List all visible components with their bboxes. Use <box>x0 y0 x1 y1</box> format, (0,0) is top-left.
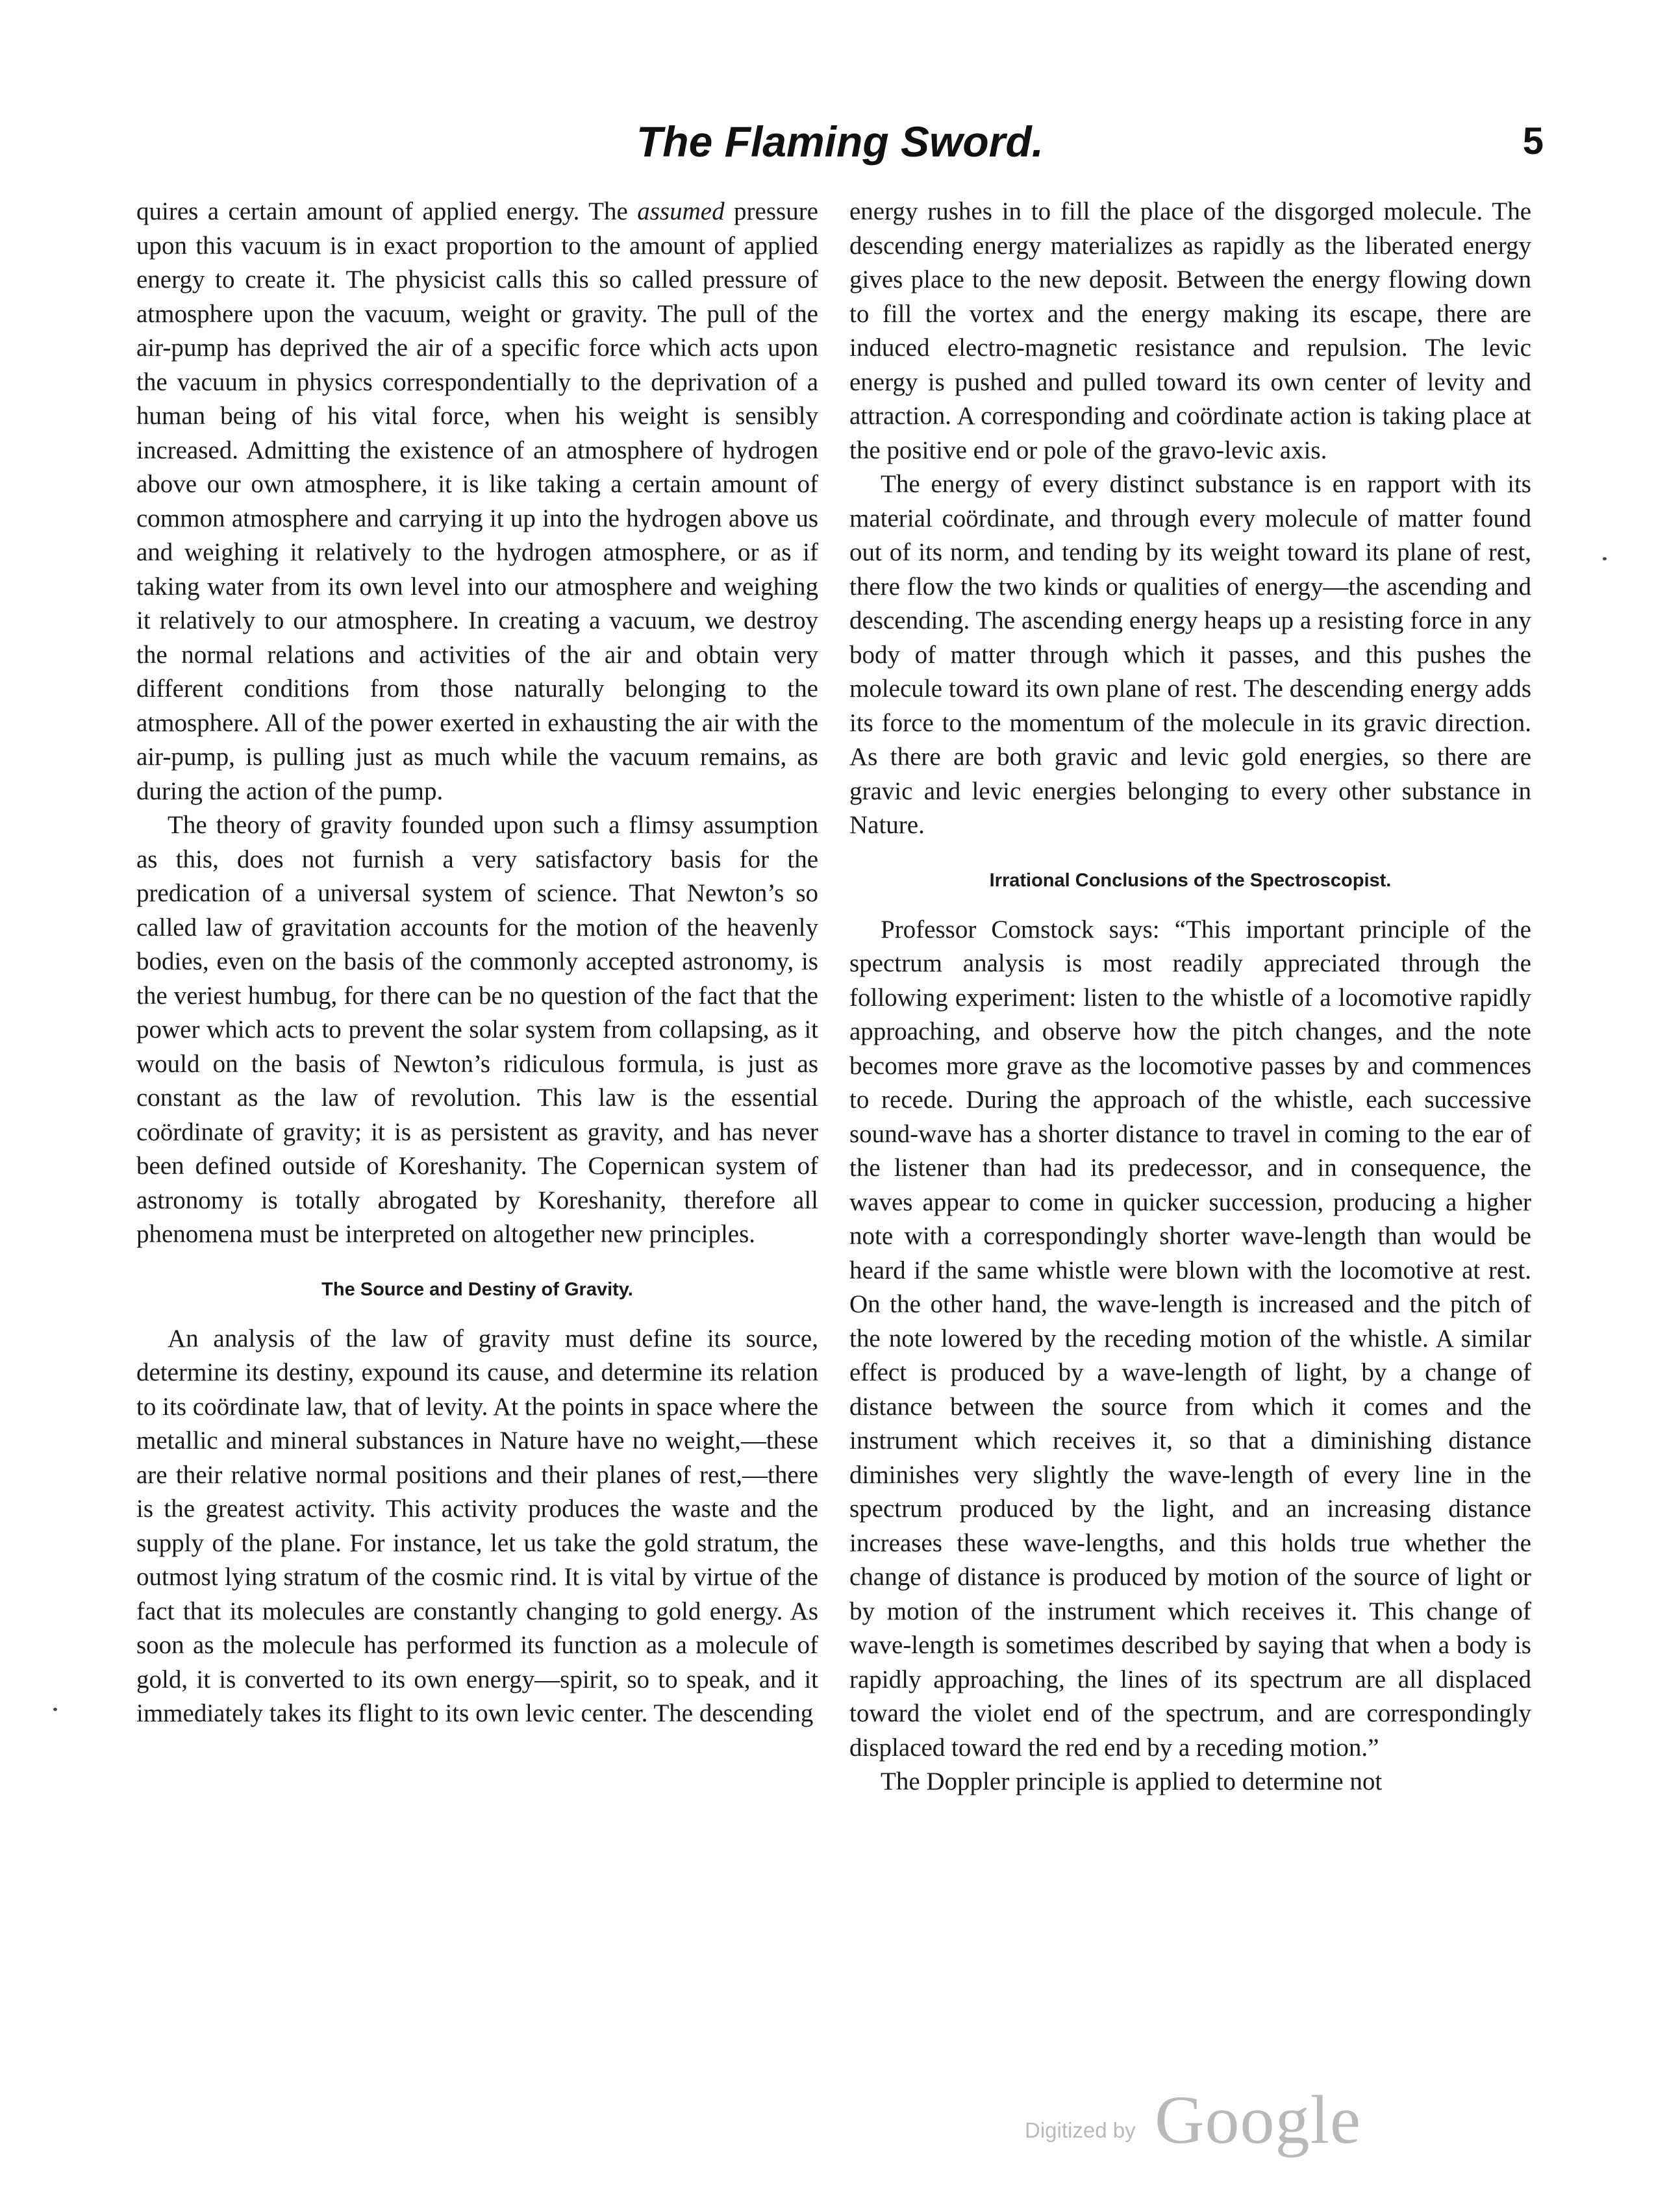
digitized-watermark <box>1025 2082 1375 2158</box>
left-column <box>136 195 818 1731</box>
paragraph: The Doppler principle is applied to determine not <box>881 1767 1383 1795</box>
paragraph: An analysis of the law of gravity must define its source, determine its destiny, expound its cause, and determine its relation to its coördinate law, that of levity. At the points in space where the metallic and mineral substances in Nature have no weight,—these are their relative normal positions and their planes of rest,—there is the greatest activity. This activity produces the waste and the supply of the plane. For instance, let us take the gold stratum, the outmost lying stratum of the cosmic rind. It is vital by virtue of the fact that its molecules are constantly changing to gold energy. As soon as the molecule has performed its function as a molecule of gold, it is converted to its own energy—spirit, so to speak, and it immediately takes its flight to its own levic center. The descending <box>136 1324 818 1727</box>
paragraph: The energy of every distinct substance is en rapport with its material coördinate, and through every molecule of matter found out of its norm, and tending by its weight toward its plane of rest, there flow the two kinds or qualities of energy—the ascending and descending. The ascending energy heaps up a resisting force in any body of matter through which it passes, and this pushes the molecule toward its own plane of rest. The descending energy adds its force to the momentum of the molecule in its gravic direction. As there are both gravic and levic gold energies, so there are gravic and levic energies belonging to every other substance in Nature. <box>849 470 1531 839</box>
paragraph: energy rushes in to fill the place of the disgorged molecule. The descending energy materializes as rapidly as the liberated energy gives place to the new deposit. Between the energy flowing down to fill the vortex and the energy making its escape, there are induced electro-magnetic resistance and repulsion. The levic energy is pushed and pulled toward its own center of levity and attraction. A corresponding and coördinate action is taking place at the positive end or pole of the gravo-levic axis. <box>849 197 1531 464</box>
paragraph-text: quires a certain amount of applied energy. The <box>136 197 638 225</box>
paragraph: Professor Comstock says: “This important principle of the spectrum analysis is most readily appreciated through the following experiment: listen to the whistle of a locomotive rapidly approaching, and observe how the pitch changes, and the note becomes more grave as the locomotive passes by and commences to recede. During the approach of the whistle, each successive sound-wave has a shorter distance to travel in coming to the ear of the listener than had its predecessor, and in consequence, the waves appear to come in quicker succession, producing a higher note with a correspondingly shorter wave-length than would be heard if the same whistle were blown with the locomotive at rest. On the other hand, the wave-length is increased and the pitch of the note lowered by the receding motion of the whistle. A similar effect is produced by a wave-length of light, by a change of distance between the source from which it comes and the instrument which receives it, so that a diminishing distance diminishes very slightly the wave-length of every line in the spectrum produced by the light, and an increasing distance increases these wave-lengths, and this holds true whether the change of distance is produced by motion of the source of light or by motion of the instrument which receives it. This change of wave-length is sometimes described by saying that when a body is rapidly approaching, the lines of its spectrum are all displaced toward the violet end of the spectrum, and are correspondingly displaced toward the red end by a receding motion.” <box>849 915 1531 1762</box>
emphasis-text: assumed <box>637 197 725 225</box>
scan-speck <box>53 1708 57 1711</box>
watermark-prefix: Digitized by <box>1025 2118 1136 2142</box>
watermark-logo: Google <box>1155 2082 1362 2158</box>
page-number: 5 <box>1522 120 1544 162</box>
paragraph <box>136 195 818 808</box>
section-heading: The Source and Destiny of Gravity. <box>321 1279 633 1300</box>
paragraph: The theory of gravity founded upon such a flimsy assumption as this, does not furnish a very satisfactory basis for the predication of a universal system of science. That Newton’s so called law of gravitation accounts for the motion of the heavenly bodies, even on the basis of the commonly accepted astronomy, is the veriest humbug, for there can be no question of the fact that the power which acts to prevent the solar system from collapsing, as it would on the basis of Newton’s ridiculous formula, is just as constant as the law of revolution. This law is the essential coördinate of gravity; it is as persistent as gravity, and has never been defined outside of Koreshanity. The Copernican system of astronomy is totally abrogated by Koreshanity, therefore all phenomena must be interpreted on altogether new principles. <box>136 811 818 1248</box>
running-title: The Flaming Sword. <box>636 118 1044 166</box>
paragraph-text: pressure upon this vacuum is in exact proportion to the amount of applied energy to create it. The physicist calls this so called pressure of atmosphere upon the vacuum, weight or gravity. The pull of the air-pump has deprived the air of a specific force which acts upon the vacuum in physics correspondentially to the deprivation of a human being of his vital force, when his weight is sensibly increased. Admitting the existence of an atmosphere of hydrogen above our own atmosphere, it is like taking a certain amount of common atmosphere and carrying it up into the hydrogen above us and weighing it relatively to the hydrogen atmosphere, or as if taking water from its own level into our atmosphere and weighing it relatively to our atmosphere. In creating a vacuum, we destroy the normal relations and activities of the air and obtain very different conditions from those naturally belonging to the atmosphere. All of the power exerted in exhausting the air with the air-pump, is pulling just as much while the vacuum remains, as during the action of the pump. <box>136 197 818 805</box>
right-column <box>849 195 1531 1799</box>
page-header <box>0 117 1680 188</box>
scan-speck <box>1603 557 1607 560</box>
section-heading: Irrational Conclusions of the Spectroscopist. <box>989 869 1392 891</box>
